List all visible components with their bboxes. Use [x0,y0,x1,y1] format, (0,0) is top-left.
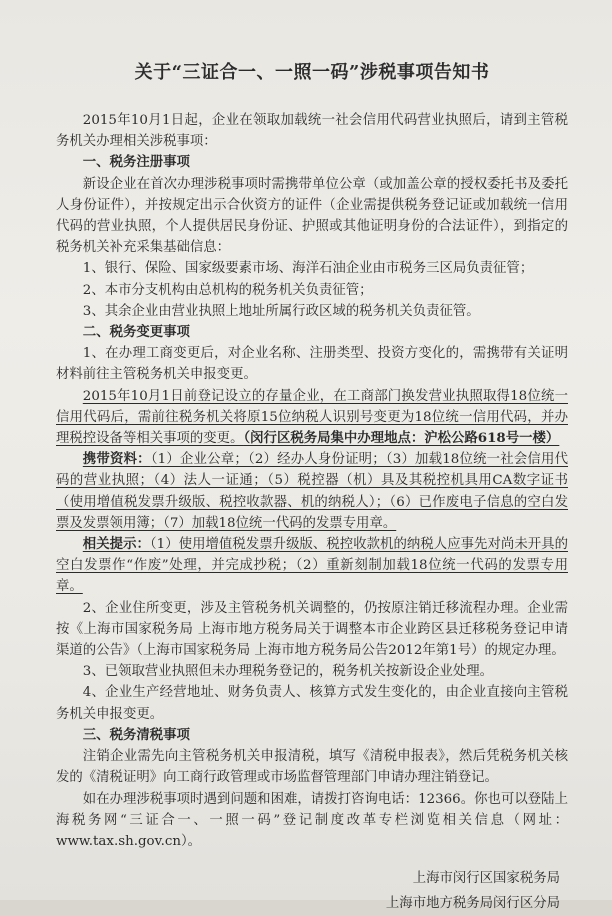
section-change-heading: 二、税务变更事项 [82,324,190,341]
signature-block [56,866,568,916]
registration-item-2: 2、本市分支机构由总机构的税务机关负责征管； [82,282,373,298]
document-title: 关于“三证合一、一照一码”涉税事项告知书 [134,62,490,83]
handling-location: （闵行区税务局集中办理地点：沪松公路618号一楼） [243,430,560,447]
change-paragraph-4: 4、企业生产经营地址、财务负责人、核算方式发生变化的，由企业直接向主管税务机关申报变更。 [56,685,568,722]
clearance-paragraph: 注销企业需先向主管税务机关申报清税，填写《清税申报表》，然后凭税务机关核发的《清税证明》向工商行政管理或市场监督管理部门申请办理注销登记。 [56,749,568,786]
signature-national-tax-bureau: 上海市闵行区国家税务局 [412,871,560,887]
signature-local-tax-bureau: 上海市地方税务局闵行区分局 [385,896,560,912]
tips-paragraph [56,534,568,598]
required-materials-label: 携带资料： [82,451,151,468]
change-paragraph-existing-companies [56,386,568,450]
tips-label: 相关提示： [82,536,150,553]
intro-paragraph: 2015年10月1日起，企业在领取加载统一社会信用代码营业执照后，请到主管税务机关办理相关涉税事项： [56,113,568,150]
tips-text: （1）使用增值税发票升级版、税控收款机的纳税人应事先对尚未开具的空白发票作“作废”处理，并完成抄税；（2）重新刻制加载18位统一代码的发票专用章。 [56,537,568,595]
section-registration-heading: 一、税务注册事项 [82,154,190,171]
registration-item-3: 3、其余企业由营业执照上地址所属行政区域的税务机关负责征管。 [82,303,480,319]
required-materials-paragraph [56,449,568,534]
change-paragraph-3: 3、已领取营业执照但未办理税务登记的，税务机关按新设企业处理。 [82,664,494,680]
section-clearance-heading: 三、税务清税事项 [82,726,190,743]
required-materials-text: （1）企业公章；（2）经办人身份证明；（3）加载18位统一社会信用代码的营业执照；（4）法人一证通；（5）税控器（机）具及其税控机具用CA数字证书（使用增值税发票升级版、税控收款器、机的纳税人）；（6）已作废电子信息的空白发票及发票领用簿；（7）加载18位统一代码的发票专用章。 [56,452,569,531]
contact-paragraph: 如在办理涉税事项时遇到问题和困难，请拨打咨询电话：12366。你也可以登陆上海税务网“三证合一、一照一码”登记制度改革专栏浏览相关信息（网址：www.tax.sh.gov.cn）。 [56,791,568,849]
change-paragraph-2: 2、企业住所变更，涉及主管税务机关调整的，仍按原注销迁移流程办理。企业需按《上海市国家税务局 上海市地方税务局关于调整本市企业跨区县迁移税务登记申请渠道的公告》（上海市国家税务局 上海市地方税务局公告2012年第1号）的规定办理。 [56,600,568,659]
existing-companies-text: 2015年10月1日前登记设立的存量企业，在工商部门换发营业执照取得18位统一信用代码后，需前往税务机关将原15位纳税人识别号变更为18位统一信用代码，并办理税控设备等相关事项的变更。 [56,388,568,447]
registration-item-1: 1、银行、保险、国家级要素市场、海洋石油企业由市税务三区局负责征管； [82,261,534,277]
change-paragraph-1: 1、在办理工商变更后，对企业名称、注册类型、投资方变化的，需携带有关证明材料前往主管税务机关申报变更。 [56,346,568,383]
registration-paragraph: 新设企业在首次办理涉税事项时需携带单位公章（或加盖公章的授权委托书及委托人身份证件），并按规定出示合伙资方的证件（企业需提供税务登记证或加载统一信用代码的营业执照，个人提供居民身份证、护照或其他证明身份的合法证件），到指定的税务机关补充采集基础信息： [56,176,568,256]
